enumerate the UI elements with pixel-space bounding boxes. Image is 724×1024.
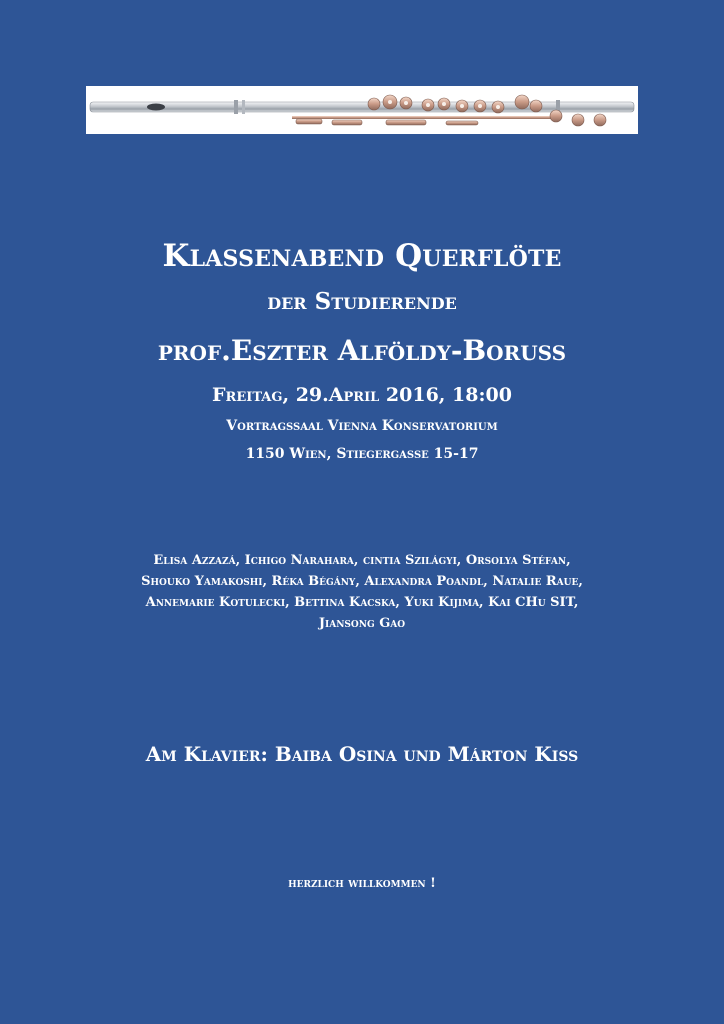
flute-image xyxy=(86,86,638,134)
event-address: 1150 Wien, Stiegergasse 15-17 xyxy=(245,446,479,462)
performers-line: Shouko Yamakoshi, Réka Bégány, Alexandra Poandl, Natalie Raue, xyxy=(141,574,583,589)
performers-line: Annemarie Kotulecki, Bettina Kacska, Yuki Kijima, Kai CHu SIT, xyxy=(145,595,579,610)
professor-name: prof.Eszter Alföldy-Boruss xyxy=(157,334,567,367)
page-title: Klassenabend Querflöte xyxy=(162,238,562,274)
welcome-text: herzlich willkommen ! xyxy=(288,876,436,891)
piano-accompanists: Am Klavier: Baiba Osina und Márton Kiss xyxy=(145,742,579,766)
subtitle: der Studierende xyxy=(267,288,457,315)
event-venue: Vortragssaal Vienna Konservatorium xyxy=(226,418,498,434)
event-date: Freitag, 29.April 2016, 18:00 xyxy=(212,384,512,406)
performers-line: Elisa Azzazá, Ichigo Narahara, cintia Szilágyi, Orsolya Stéfan, xyxy=(153,553,571,568)
performers-list xyxy=(60,550,664,634)
flute-banner xyxy=(86,86,638,134)
performers-line: Jiansong Gao xyxy=(318,616,406,631)
